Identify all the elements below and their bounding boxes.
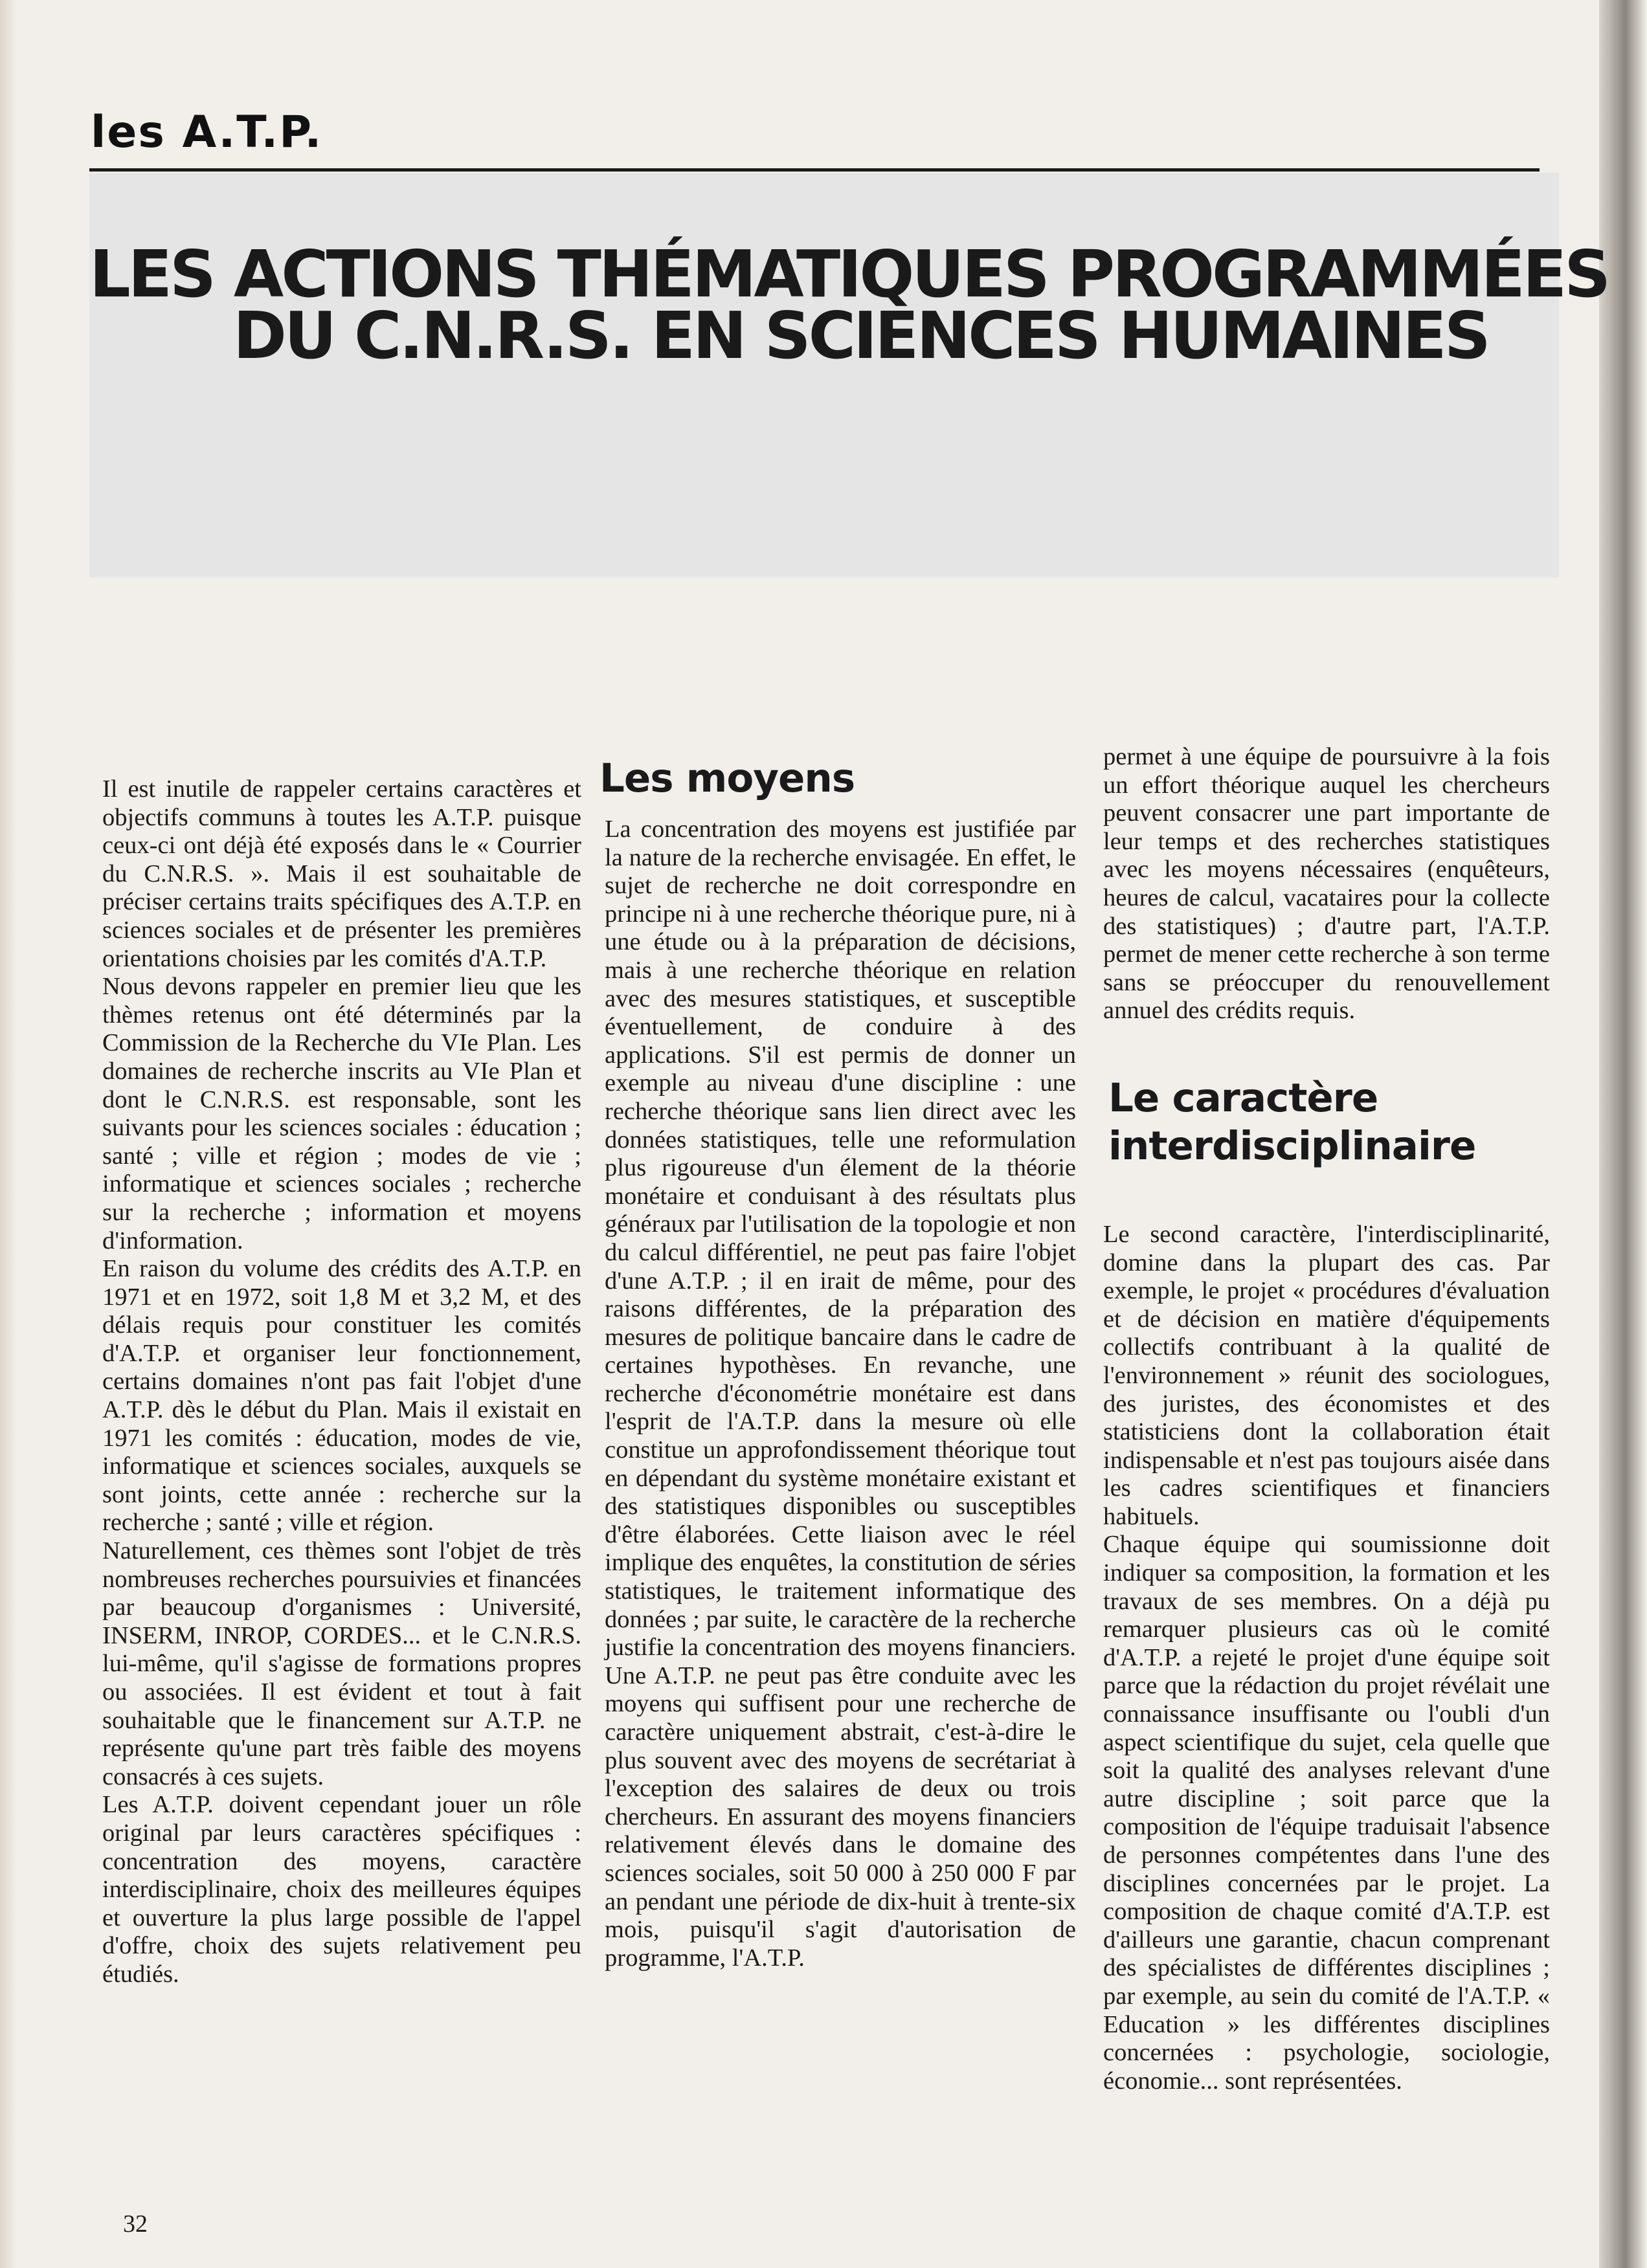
page-number: 32 — [123, 2210, 148, 2238]
page-edge-shadow — [1599, 0, 1647, 2268]
text-column-1 — [102, 775, 581, 1989]
article-title-line-2: DU C.N.R.S. EN SCIENCES HUMAINES — [233, 298, 1488, 373]
page-gutter — [0, 0, 17, 2268]
paragraph: Chaque équipe qui soumissionne doit indiquer sa composition, la formation et les travaux de ses membres. On a déjà pu remarquer plusieurs cas où le comité d'A.T.P. a rejeté le projet d'une équipe soit parce que la rédaction du projet révélait une connaissance insuffisante ou l'oubli d'un aspect scientifique du sujet, cela quelle que soit la qualité des analyses relevant d'une autre discipline ; soit parce que la composition de l'équipe traduisait l'absence de personnes compétentes dans l'une des disciplines concernées par le projet. La composition de chaque comité d'A.T.P. est d'ailleurs une garantie, chacun comprenant des spécialistes de différentes disciplines ; par exemple, au sein du comité de l'A.T.P. « Education » les différentes disciplines concernées : psychologie, sociologie, économie... sont représentées. — [1103, 1531, 1550, 2095]
paragraph: Les A.T.P. doivent cependant jouer un rôle original par leurs caractères spécifiques : concentration des moyens, caractère interdisciplinaire, choix des meilleures équipes et ouverture la plus large possible de l'appel d'offre, choix des sujets relativement peu étudiés. — [102, 1791, 581, 1988]
paragraph: La concentration des moyens est justifiée par la nature de la recherche envisagée. En effet, le sujet de recherche ne doit correspondre en principe ni à une recherche théorique pure, ni à une étude ou à la préparation de décisions, mais à une recherche théorique en relation avec des mesures statistiques, et susceptible éventuellement, de conduire à des applications. S'il est permis de donner un exemple au niveau d'une discipline : une recherche théorique sans lien direct avec les données statistiques, telle une reformulation plus rigoureuse d'un élement de la théorie monétaire et conduisant à des résultats plus généraux par l'utilisation de la topologie et non du calcul différentiel, ne peut pas faire l'objet d'une A.T.P. ; il en irait de même, pour des raisons différentes, de la préparation des mesures de politique bancaire dans le cadre de certaines hypothèses. En revanche, une recherche d'économétrie monétaire est dans l'esprit de l'A.T.P. dans la mesure où elle constitue un approfondissement théorique tout en dépendant du système monétaire existant et des statistiques disponibles ou susceptibles d'être élaborées. Cette liaison avec le réel implique des enquêtes, la constitution de séries statistiques, le traitement informatique des données ; par suite, le caractère de la recherche justifie la concentration des moyens financiers. Une A.T.P. ne peut pas être conduite avec les moyens qui suffisent pour une recherche de caractère uniquement abstrait, c'est-à-dire le plus souvent avec des moyens de secrétariat à l'exception des salaires de deux ou trois chercheurs. En assurant des moyens financiers relativement élevés dans le domaine des sciences sociales, soit 50 000 à 250 000 F par an pendant une période de dix-huit à trente-six mois, puisqu'il s'agit d'autorisation de programme, l'A.T.P. — [605, 816, 1076, 1972]
article-title-line-1: LES ACTIONS THÉMATIQUES PROGRAMMÉES — [89, 236, 1609, 312]
paragraph: Il est inutile de rappeler certains caractères et objectifs communs à toutes les A.T.P. puisque ceux-ci ont déjà été exposés dans le « Courrier du C.N.R.S. ». Mais il est souhaitable de préciser certains traits spécifiques des A.T.P. en sciences sociales et de présenter les premières orientations choisies par les comités d'A.T.P. — [102, 775, 581, 972]
paragraph: permet à une équipe de poursuivre à la fois un effort théorique auquel les chercheurs peuvent consacrer une part importante de leur temps et des recherches statistiques avec les moyens nécessaires (enquêteurs, heures de calcul, vacataires pour la collecte des statistiques) ; d'autre part, l'A.T.P. permet de mener cette recherche à son terme sans se préoccuper du renouvellement annuel des crédits requis. — [1103, 743, 1550, 1025]
text-column-3 — [1103, 743, 1550, 2095]
paragraph: Le second caractère, l'interdisciplinarité, domine dans la plupart des cas. Par exemple, le projet « procédures d'évaluation et de décision en matière d'équipements collectifs contribuant à la qualité de l'environnement » réunit des sociologues, des juristes, des économistes et des statisticiens dont la collaboration était indispensable et n'est pas toujours aisée dans les cadres scientifiques et financiers habituels. — [1103, 1220, 1550, 1530]
paragraph: Nous devons rappeler en premier lieu que les thèmes retenus ont été déterminés par la Commission de la Recherche du VIe Plan. Les domaines de recherche inscrits au VIe Plan et dont le C.N.R.S. est responsable, sont les suivants pour les sciences sociales : éducation ; santé ; ville et région ; modes de vie ; informatique et sciences sociales ; recherche sur la recherche ; information et moyens d'information. — [102, 973, 581, 1254]
title-background — [89, 173, 1559, 577]
section-tag: les A.T.P. — [91, 107, 323, 158]
header-rule — [89, 168, 1540, 172]
section-heading-moyens: Les moyens — [599, 755, 855, 801]
paragraph: En raison du volume des crédits des A.T.P. en 1971 et en 1972, soit 1,8 M et 3,2 M, et des délais requis pour constituer les comités d'A.T.P. et organiser leur fonctionnement, certains domaines n'ont pas fait l'objet d'une A.T.P. dès le début du Plan. Mais il existait en 1971 les comités : éducation, modes de vie, informatique et sciences sociales, auxquels se sont joints, cette année : recherche sur la recherche ; santé ; ville et région. — [102, 1255, 581, 1537]
text-column-2 — [605, 816, 1076, 1972]
paragraph: Naturellement, ces thèmes sont l'objet de très nombreuses recherches poursuivies et financées par beaucoup d'organismes : Université, INSERM, INROP, CORDES... et le C.N.R.S. lui-même, qu'il s'agisse de formations propres ou associées. Il est évident et tout à fait souhaitable que le financement sur A.T.P. ne représente qu'une part très faible des moyens consacrés à ces sujets. — [102, 1537, 581, 1790]
section-heading-interdisciplinaire: Le caractère interdisciplinaire — [1108, 1074, 1476, 1169]
